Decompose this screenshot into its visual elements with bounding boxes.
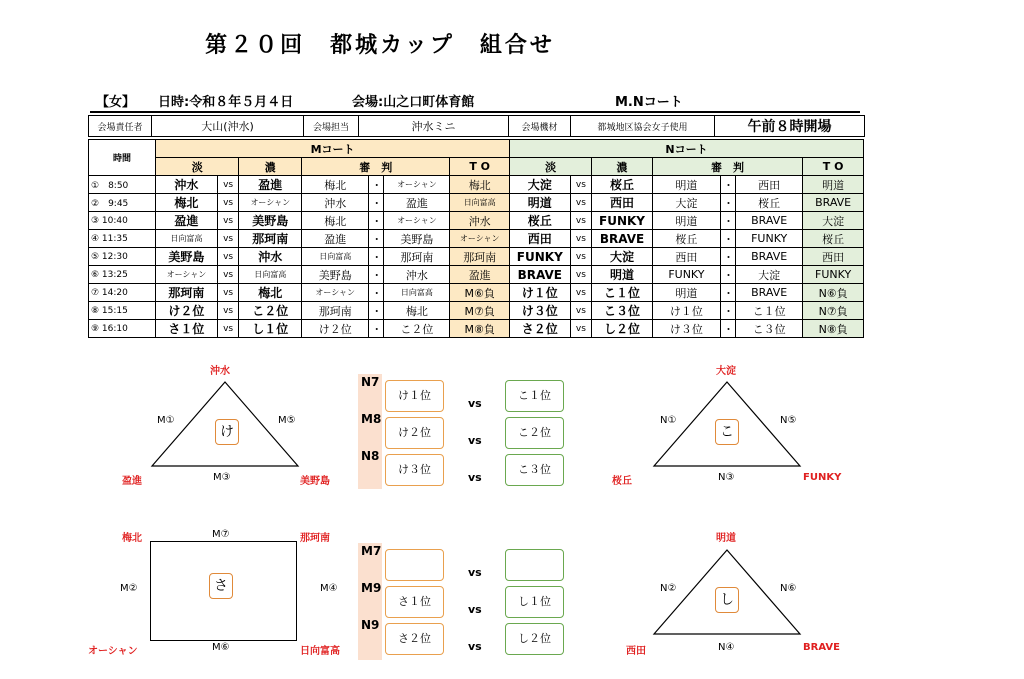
knockout-vs: vs bbox=[468, 471, 482, 484]
vs-separator: vs bbox=[217, 212, 239, 230]
m-light-team: け２位 bbox=[156, 302, 218, 320]
league-sa-m2: M② bbox=[120, 583, 138, 594]
m-light-team: 梅北 bbox=[156, 194, 218, 212]
m-referee-2: オーシャン bbox=[384, 212, 450, 230]
referee-separator: ・ bbox=[369, 176, 384, 194]
m-referee-1: 沖水 bbox=[302, 194, 369, 212]
referee-separator: ・ bbox=[369, 266, 384, 284]
vs-separator: vs bbox=[217, 230, 239, 248]
equipment-label: 会場機材 bbox=[509, 116, 571, 137]
n-table-official: 明道 bbox=[803, 176, 864, 194]
charge-label: 会場担当 bbox=[304, 116, 359, 137]
m-table-official: 那珂南 bbox=[450, 248, 510, 266]
knockout-right-slot: こ１位 bbox=[505, 380, 564, 412]
league-ke-right-team: 美野島 bbox=[300, 476, 330, 487]
schedule-row bbox=[89, 194, 864, 212]
m-referee-2: こ２位 bbox=[384, 320, 450, 338]
match-time: ③ 10:40 bbox=[89, 212, 156, 230]
knockout-vs: vs bbox=[468, 566, 482, 579]
m-referee-2: 梅北 bbox=[384, 302, 450, 320]
match-time: ① 8:50 bbox=[89, 176, 156, 194]
n-light-header: 淡 bbox=[509, 158, 591, 176]
venue-label: 会場:山之口町体育館 bbox=[352, 95, 475, 110]
n-referee-2: BRAVE bbox=[736, 248, 803, 266]
schedule-row bbox=[89, 302, 864, 320]
n-referee-1: 桜丘 bbox=[652, 230, 720, 248]
n-referee-1: け１位 bbox=[652, 302, 720, 320]
referee-separator: ・ bbox=[369, 320, 384, 338]
schedule-row bbox=[89, 212, 864, 230]
knockout-left-slot: け１位 bbox=[385, 380, 444, 412]
m-table-official: 沖水 bbox=[450, 212, 510, 230]
knockout-top-strip bbox=[358, 374, 382, 489]
m-referee-2: 沖水 bbox=[384, 266, 450, 284]
referee-separator: ・ bbox=[720, 320, 735, 338]
league-ko-right-team: FUNKY bbox=[803, 472, 842, 483]
league-sa-br-team: 日向富高 bbox=[300, 646, 340, 657]
n-referee-1: 明道 bbox=[652, 212, 720, 230]
m-referee-1: 梅北 bbox=[302, 176, 369, 194]
vs-separator: vs bbox=[217, 194, 239, 212]
m-dark-team: 美野島 bbox=[239, 212, 302, 230]
m-dark-team: 盈進 bbox=[239, 176, 302, 194]
m-light-team: 美野島 bbox=[156, 248, 218, 266]
n-table-official: 大淀 bbox=[803, 212, 864, 230]
m-light-team: 那珂南 bbox=[156, 284, 218, 302]
m-referee-1: 盈進 bbox=[302, 230, 369, 248]
league-sa-m6: M⑥ bbox=[212, 642, 230, 653]
responsible-value: 大山(沖水) bbox=[152, 116, 304, 137]
m-dark-team: 那珂南 bbox=[239, 230, 302, 248]
n-dark-team: 大淀 bbox=[592, 248, 653, 266]
category-label: 【女】 bbox=[96, 95, 136, 110]
n-table-official: 桜丘 bbox=[803, 230, 864, 248]
n-referee-1: 西田 bbox=[652, 248, 720, 266]
n-table-official: N⑥負 bbox=[803, 284, 864, 302]
n-light-team: け１位 bbox=[509, 284, 570, 302]
n-light-team: さ２位 bbox=[509, 320, 570, 338]
date-label: 日時:令和８年５月４日 bbox=[158, 95, 294, 110]
n-table-official: N⑦負 bbox=[803, 302, 864, 320]
m-referee-1: け２位 bbox=[302, 320, 369, 338]
schedule-row bbox=[89, 320, 864, 338]
league-shi-right-team: BRAVE bbox=[803, 642, 840, 653]
knockout-left-slot: け２位 bbox=[385, 417, 444, 449]
knockout-left-slot: さ２位 bbox=[385, 623, 444, 655]
knockout-match-label: M9 bbox=[361, 581, 382, 595]
vs-separator: vs bbox=[570, 248, 592, 266]
m-table-official: 日向富高 bbox=[450, 194, 510, 212]
schedule-table bbox=[88, 139, 864, 338]
referee-separator: ・ bbox=[720, 266, 735, 284]
knockout-left-slot: さ１位 bbox=[385, 586, 444, 618]
m-table-official: オーシャン bbox=[450, 230, 510, 248]
opening-time: 午前８時開場 bbox=[715, 116, 865, 137]
n-referee-2: 大淀 bbox=[736, 266, 803, 284]
m-dark-team: オーシャン bbox=[239, 194, 302, 212]
referee-separator: ・ bbox=[369, 194, 384, 212]
responsible-label: 会場責任者 bbox=[89, 116, 152, 137]
league-ko-top-team: 大淀 bbox=[716, 366, 736, 377]
m-referee-1: オーシャン bbox=[302, 284, 369, 302]
knockout-vs: vs bbox=[468, 640, 482, 653]
equipment-value: 都城地区協会女子使用 bbox=[571, 116, 715, 137]
match-time: ⑨ 16:10 bbox=[89, 320, 156, 338]
n-light-team: 桜丘 bbox=[509, 212, 570, 230]
vs-separator: vs bbox=[570, 302, 592, 320]
n-referee-2: FUNKY bbox=[736, 230, 803, 248]
m-dark-team: 沖水 bbox=[239, 248, 302, 266]
league-ke-m5: M⑤ bbox=[278, 415, 296, 426]
m-referee-2: オーシャン bbox=[384, 176, 450, 194]
n-referee-2: 西田 bbox=[736, 176, 803, 194]
n-referee-2: こ１位 bbox=[736, 302, 803, 320]
n-dark-team: 西田 bbox=[592, 194, 653, 212]
n-light-team: 大淀 bbox=[509, 176, 570, 194]
m-light-team: 日向富高 bbox=[156, 230, 218, 248]
n-light-team: 西田 bbox=[509, 230, 570, 248]
match-time: ② 9:45 bbox=[89, 194, 156, 212]
n-light-team: け３位 bbox=[509, 302, 570, 320]
match-time: ⑤ 12:30 bbox=[89, 248, 156, 266]
league-ke-m1: M① bbox=[157, 415, 175, 426]
vs-separator: vs bbox=[570, 320, 592, 338]
vs-separator: vs bbox=[217, 284, 239, 302]
n-dark-team: FUNKY bbox=[592, 212, 653, 230]
vs-separator: vs bbox=[570, 212, 592, 230]
m-referee-2: 美野島 bbox=[384, 230, 450, 248]
referee-separator: ・ bbox=[720, 194, 735, 212]
knockout-left-slot bbox=[385, 549, 444, 581]
m-referee-2: 日向富高 bbox=[384, 284, 450, 302]
knockout-match-label: M7 bbox=[361, 544, 382, 558]
league-shi-top-team: 明道 bbox=[716, 533, 736, 544]
n-referee-2: 桜丘 bbox=[736, 194, 803, 212]
referee-separator: ・ bbox=[720, 248, 735, 266]
knockout-bottom-strip bbox=[358, 543, 382, 660]
vs-separator: vs bbox=[217, 248, 239, 266]
match-time: ⑦ 14:20 bbox=[89, 284, 156, 302]
league-sa-letter: さ bbox=[209, 573, 233, 599]
m-light-header: 淡 bbox=[156, 158, 239, 176]
m-referee-2: 那珂南 bbox=[384, 248, 450, 266]
league-sa-tr-team: 那珂南 bbox=[300, 533, 330, 544]
charge-value: 沖水ミニ bbox=[359, 116, 509, 137]
m-to-header: T O bbox=[450, 158, 510, 176]
n-referee-1: FUNKY bbox=[652, 266, 720, 284]
m-referee-1: 美野島 bbox=[302, 266, 369, 284]
knockout-right-slot: し１位 bbox=[505, 586, 564, 618]
n-referee-header: 審 判 bbox=[652, 158, 802, 176]
m-light-team: さ１位 bbox=[156, 320, 218, 338]
page-title: 第２０回 都城カップ 組合せ bbox=[205, 33, 555, 58]
n-table-official: BRAVE bbox=[803, 194, 864, 212]
n-referee-2: BRAVE bbox=[736, 284, 803, 302]
knockout-vs: vs bbox=[468, 603, 482, 616]
knockout-match-label: M8 bbox=[361, 412, 382, 426]
m-referee-1: 梅北 bbox=[302, 212, 369, 230]
referee-separator: ・ bbox=[720, 212, 735, 230]
m-dark-team: 梅北 bbox=[239, 284, 302, 302]
league-shi-n6: N⑥ bbox=[780, 583, 797, 594]
referee-separator: ・ bbox=[369, 230, 384, 248]
schedule-row bbox=[89, 248, 864, 266]
match-time: ④ 11:35 bbox=[89, 230, 156, 248]
venue-meta-table bbox=[88, 115, 865, 137]
schedule-row bbox=[89, 266, 864, 284]
schedule-row bbox=[89, 284, 864, 302]
referee-separator: ・ bbox=[720, 302, 735, 320]
league-ko-n3: N③ bbox=[718, 472, 735, 483]
league-sa-bl-team: オーシャン bbox=[88, 646, 138, 657]
league-ko-letter: こ bbox=[715, 419, 739, 445]
league-ke-top-team: 沖水 bbox=[210, 366, 230, 377]
n-light-team: BRAVE bbox=[509, 266, 570, 284]
schedule-body bbox=[89, 176, 864, 338]
m-dark-team: 日向富高 bbox=[239, 266, 302, 284]
n-referee-2: BRAVE bbox=[736, 212, 803, 230]
league-shi-letter: し bbox=[715, 587, 739, 613]
match-time: ⑥ 13:25 bbox=[89, 266, 156, 284]
m-table-official: M⑧負 bbox=[450, 320, 510, 338]
referee-separator: ・ bbox=[720, 230, 735, 248]
n-dark-team: 桜丘 bbox=[592, 176, 653, 194]
m-light-team: 盈進 bbox=[156, 212, 218, 230]
vs-separator: vs bbox=[217, 266, 239, 284]
m-dark-header: 濃 bbox=[239, 158, 302, 176]
m-light-team: 沖水 bbox=[156, 176, 218, 194]
referee-separator: ・ bbox=[369, 302, 384, 320]
n-dark-team: し２位 bbox=[592, 320, 653, 338]
knockout-right-slot bbox=[505, 549, 564, 581]
n-referee-1: 明道 bbox=[652, 284, 720, 302]
m-court-header: Mコート bbox=[156, 140, 510, 158]
vs-separator: vs bbox=[570, 266, 592, 284]
n-dark-team: BRAVE bbox=[592, 230, 653, 248]
league-ko-n5: N⑤ bbox=[780, 415, 797, 426]
knockout-left-slot: け３位 bbox=[385, 454, 444, 486]
league-sa-m4: M④ bbox=[320, 583, 338, 594]
league-shi-n4: N④ bbox=[718, 642, 735, 653]
league-ko-n1: N① bbox=[660, 415, 677, 426]
knockout-right-slot: こ３位 bbox=[505, 454, 564, 486]
n-referee-1: け３位 bbox=[652, 320, 720, 338]
n-referee-1: 大淀 bbox=[652, 194, 720, 212]
n-table-official: FUNKY bbox=[803, 266, 864, 284]
league-ko-left-team: 桜丘 bbox=[612, 476, 632, 487]
n-table-official: 西田 bbox=[803, 248, 864, 266]
vs-separator: vs bbox=[570, 230, 592, 248]
m-referee-1: 日向富高 bbox=[302, 248, 369, 266]
n-referee-2: こ３位 bbox=[736, 320, 803, 338]
n-light-team: FUNKY bbox=[509, 248, 570, 266]
n-dark-header: 濃 bbox=[592, 158, 653, 176]
match-time: ⑧ 15:15 bbox=[89, 302, 156, 320]
m-referee-2: 盈進 bbox=[384, 194, 450, 212]
knockout-vs: vs bbox=[468, 397, 482, 410]
referee-separator: ・ bbox=[369, 212, 384, 230]
league-sa-tl-team: 梅北 bbox=[122, 533, 142, 544]
knockout-match-label: N9 bbox=[361, 618, 380, 632]
vs-separator: vs bbox=[217, 302, 239, 320]
league-ke-m3: M③ bbox=[213, 472, 231, 483]
referee-separator: ・ bbox=[369, 284, 384, 302]
n-light-team: 明道 bbox=[509, 194, 570, 212]
league-sa-m7: M⑦ bbox=[212, 529, 230, 540]
vs-separator: vs bbox=[217, 176, 239, 194]
knockout-vs: vs bbox=[468, 434, 482, 447]
m-dark-team: し１位 bbox=[239, 320, 302, 338]
n-court-header: Nコート bbox=[509, 140, 863, 158]
n-table-official: N⑧負 bbox=[803, 320, 864, 338]
league-ke-letter: け bbox=[215, 419, 239, 445]
courts-label: M.Nコート bbox=[615, 95, 683, 110]
knockout-match-label: N8 bbox=[361, 449, 380, 463]
knockout-right-slot: こ２位 bbox=[505, 417, 564, 449]
schedule-row bbox=[89, 230, 864, 248]
header-rule bbox=[90, 111, 860, 113]
m-table-official: 盈進 bbox=[450, 266, 510, 284]
m-table-official: M⑥負 bbox=[450, 284, 510, 302]
vs-separator: vs bbox=[570, 284, 592, 302]
n-to-header: T O bbox=[803, 158, 864, 176]
vs-separator: vs bbox=[570, 194, 592, 212]
knockout-right-slot: し２位 bbox=[505, 623, 564, 655]
m-table-official: M⑦負 bbox=[450, 302, 510, 320]
league-shi-n2: N② bbox=[660, 583, 677, 594]
n-dark-team: 明道 bbox=[592, 266, 653, 284]
m-table-official: 梅北 bbox=[450, 176, 510, 194]
n-dark-team: こ３位 bbox=[592, 302, 653, 320]
m-referee-1: 那珂南 bbox=[302, 302, 369, 320]
knockout-match-label: N7 bbox=[361, 375, 380, 389]
m-referee-header: 審 判 bbox=[302, 158, 450, 176]
schedule-row bbox=[89, 176, 864, 194]
m-dark-team: こ２位 bbox=[239, 302, 302, 320]
vs-separator: vs bbox=[570, 176, 592, 194]
time-header: 時間 bbox=[89, 140, 156, 176]
referee-separator: ・ bbox=[720, 176, 735, 194]
league-ke-left-team: 盈進 bbox=[122, 476, 142, 487]
n-dark-team: こ１位 bbox=[592, 284, 653, 302]
league-shi-left-team: 西田 bbox=[626, 646, 646, 657]
n-referee-1: 明道 bbox=[652, 176, 720, 194]
referee-separator: ・ bbox=[369, 248, 384, 266]
m-light-team: オーシャン bbox=[156, 266, 218, 284]
vs-separator: vs bbox=[217, 320, 239, 338]
referee-separator: ・ bbox=[720, 284, 735, 302]
